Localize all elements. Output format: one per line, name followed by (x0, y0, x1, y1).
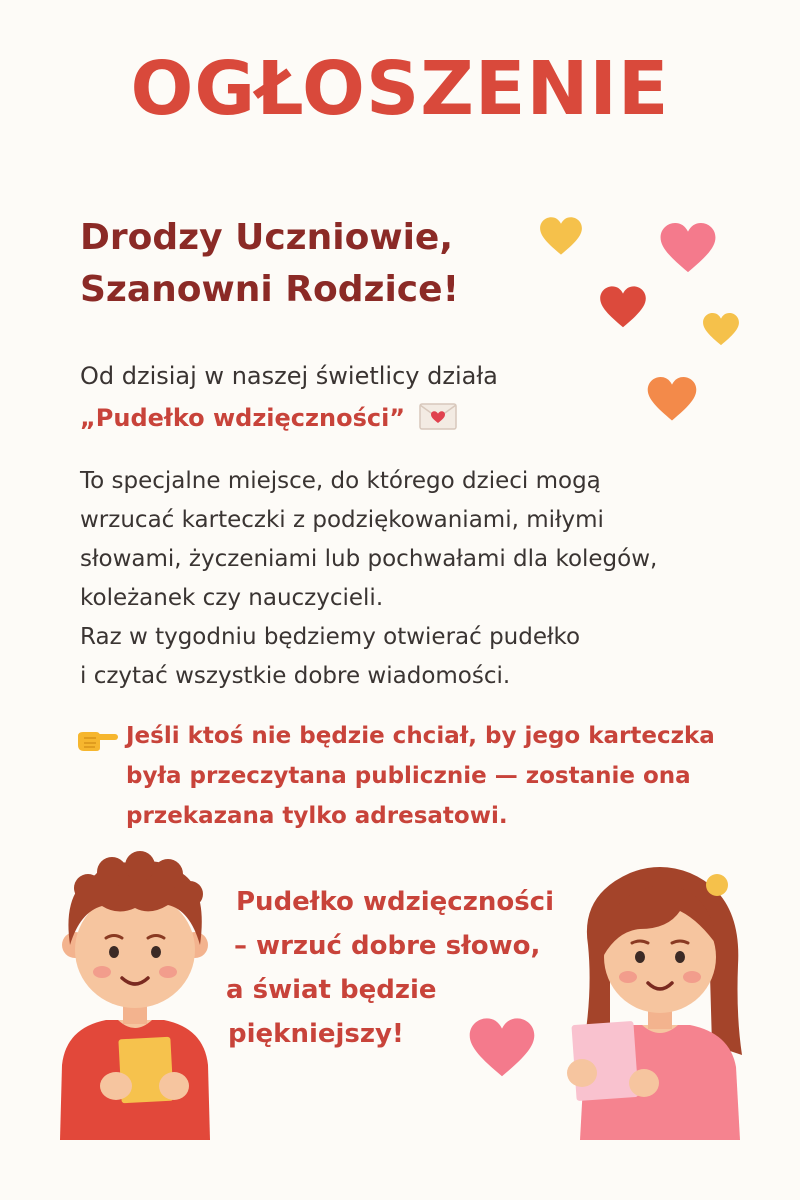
greeting-line: Drodzy Uczniowie, (80, 217, 454, 258)
note-text (126, 716, 715, 836)
envelope-heart-icon (419, 403, 457, 430)
box-name (80, 397, 498, 439)
body-text (80, 462, 657, 696)
heart-icon (539, 217, 583, 257)
intro-line: Od dzisiaj w naszej świetlicy działa (80, 362, 498, 390)
boy-illustration (40, 850, 230, 1140)
body-line: koleżanek czy nauczycieli. (80, 585, 384, 611)
heart-icon (702, 313, 740, 347)
heart-icon (599, 286, 647, 330)
note-line: przekazana tylko adresatowi. (126, 803, 508, 829)
greeting-line: Szanowni Rodzice! (80, 269, 459, 310)
heart-icon (646, 377, 698, 423)
body-line: To specjalne miejsce, do którego dzieci mogą (80, 468, 601, 494)
slogan-line: – wrzuć dobre słowo, (234, 931, 541, 961)
slogan-line: Pudełko wdzięczności (236, 887, 554, 917)
note-line: była przeczytana publicznie — zostanie ona (126, 763, 691, 789)
body-line: słowami, życzeniami lub pochwałami dla kolegów, (80, 546, 658, 572)
heart-icon (468, 1018, 536, 1080)
greeting (80, 212, 459, 316)
page-title: OGŁOSZENIE (130, 46, 670, 132)
body-line: i czytać wszystkie dobre wiadomości. (80, 663, 511, 689)
pointing-hand-icon (76, 726, 120, 752)
body-line: Raz w tygodniu będziemy otwierać pudełko (80, 624, 581, 650)
girl-illustration (560, 855, 760, 1140)
body-line: wrzucać karteczki z podziękowaniami, miłymi (80, 507, 604, 533)
slogan-line: a świat będzie (226, 975, 437, 1005)
intro (80, 355, 498, 439)
box-name-text: „Pudełko wdzięczności” (80, 404, 406, 432)
note-line: Jeśli ktoś nie będzie chciał, by jego karteczka (126, 723, 715, 749)
slogan-line: piękniejszy! (228, 1019, 404, 1049)
heart-icon (658, 223, 718, 275)
